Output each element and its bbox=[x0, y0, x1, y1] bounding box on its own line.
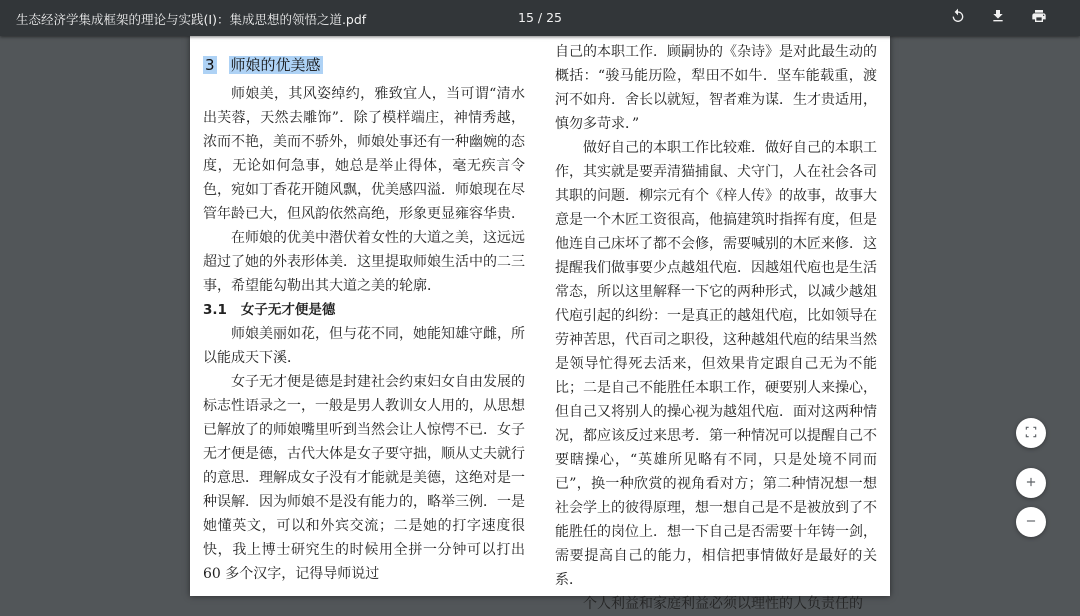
paragraph: 女子无才便是德是封建社会约束妇女自由发展的标志性语录之一，一般是男人教训女人用的，从思想已解放了的师娘嘴里听到当然会让人惊愕不已．女子无才便是德，古代大体是女子要守拙，顺从丈夫就行的意思．理解成女子没有才能就是美德，这绝对是一种误解．因为师娘不是没有能力的，略举三例．一是她懂英文，可以和外宾交流；二是她的打字速度很快，我上博士研究生的时候用全拼一分钟可以打出 60 多个汉字，记得导师说过 bbox=[203, 374, 525, 582]
fit-page-button[interactable] bbox=[1016, 418, 1046, 448]
fit-page-icon bbox=[1024, 424, 1038, 443]
pdf-toolbar bbox=[0, 0, 1080, 36]
zoom-in-button[interactable] bbox=[1016, 468, 1046, 498]
download-button[interactable] bbox=[986, 6, 1010, 30]
section-number: 3 bbox=[205, 56, 215, 74]
document-title: 生态经济学集成框架的理论与实践(Ⅰ)：集成思想的领悟之道.pdf bbox=[16, 12, 367, 27]
zoom-in-icon bbox=[1024, 474, 1038, 493]
rotate-icon bbox=[950, 8, 966, 28]
left-column bbox=[203, 52, 525, 586]
zoom-out-icon bbox=[1024, 513, 1038, 532]
print-icon bbox=[1031, 8, 1047, 28]
rotate-button[interactable] bbox=[946, 6, 970, 30]
subsection-number: 3.1 bbox=[203, 302, 227, 318]
paragraph: 在师娘的优美中潜伏着女性的大道之美，这远远超过了她的外表形体美．这里提取师娘生活中的二三事，希望能勾勒出其大道之美的轮廓． bbox=[203, 230, 525, 294]
page-indicator[interactable]: 15 / 25 bbox=[518, 10, 562, 25]
zoom-out-button[interactable] bbox=[1016, 507, 1046, 537]
paragraph: 做好自己的本职工作比较难．做好自己的本职工作，其实就是要弄清猫捕鼠、犬守门，人在社会各司其职的问题．柳宗元有个《梓人传》的故事，故事大意是一个木匠工资很高，他搞建筑时指挥有度，但是他连自己床坏了都不会修，需要喊别的木匠来修．这提醒我们做事要少点越俎代庖．因越俎代庖也是生活常态，所以这里解释一下它的两种形式，以减少越俎代庖引起的纠纷：一是真正的越俎代庖，比如领导在劳神苦思，代百司之职役，这种越俎代庖的结果当然是领导忙得死去活来，但效果肯定跟自己无为不能比；二是自己不能胜任本职工作，硬要别人来操心，但自己又将别人的操心视为越俎代庖．面对这两种情况，都应该反过来思考．第一种情况可以提醒自己不要瞎操心，“英雄所见略有不同，只是处境不同而已”，换一种欣赏的视角看对方；第二种情况想一想社会学上的彼得原理，想一想自己是不是被放到了不能胜任的岗位上．想一下自己是否需要十年铸一剑，需要提高自己的能力，相信把事情做好是最好的关系． bbox=[555, 140, 877, 588]
pdf-page bbox=[190, 36, 890, 612]
paragraph: 个人利益和家庭利益必须以理性的人负责任的 bbox=[583, 596, 863, 612]
section-heading bbox=[203, 52, 525, 78]
paragraph: 师娘美，其风姿绰约，雅致宜人，当可谓“清水出芙蓉，天然去雕饰”．除了模样端庄，神情秀越，浓而不艳，美而不骄外，师娘处事还有一种幽婉的态度，无论如何急事，她总是举止得体，毫无疾言令色，宛如丁香花开随风飘，优美感四溢．师娘现在尽管年龄已大，但风韵依然高绝，形象更显雍容华贵． bbox=[203, 86, 525, 222]
paragraph: 自己的本职工作．顾嗣协的《杂诗》是对此最生动的概括：“骏马能历险，犁田不如牛．坚车能载重，渡河不如舟．舍长以就短，智者难为谋．生才贵适用，慎勿多苛求．” bbox=[555, 44, 877, 132]
download-icon bbox=[990, 8, 1006, 28]
right-column bbox=[555, 40, 877, 616]
subsection-title: 女子无才便是德 bbox=[240, 302, 336, 318]
subsection-heading bbox=[203, 298, 525, 322]
section-title: 师娘的优美感 bbox=[230, 56, 321, 74]
print-button[interactable] bbox=[1027, 6, 1051, 30]
paragraph: 师娘美丽如花，但与花不同，她能知雄守雌，所以能成天下溪． bbox=[203, 326, 525, 366]
